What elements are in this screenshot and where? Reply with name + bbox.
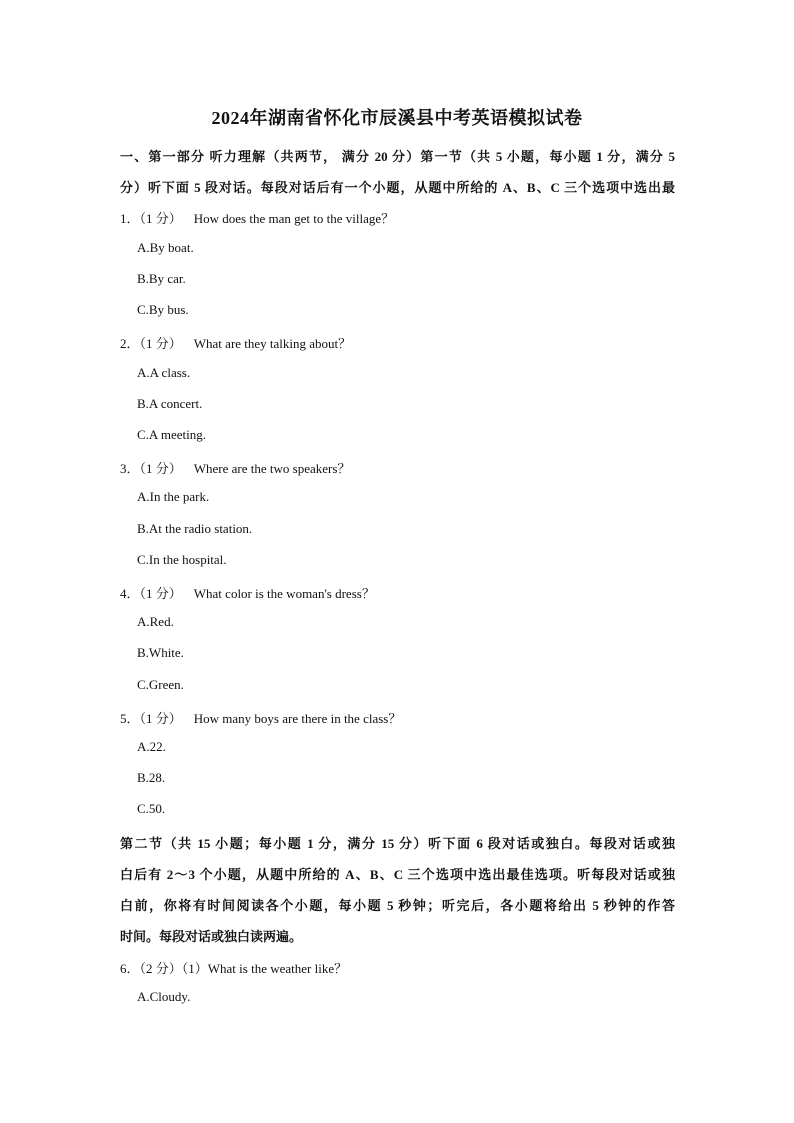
question-2-option-b: B.A concert. [137,396,203,411]
section2-instructions-line3: 白前，你将有时间阅读各个小题，每小题 5 秒钟；听完后，各小题将给出 5 秒钟的作答 [120,898,675,913]
question-5-option-b: B.28. [137,770,166,785]
question-text: Where are the two speakers？ [193,461,351,476]
question-4-option-a: A.Red. [137,614,174,629]
section2-instructions-line2: 白后有 2～3 个小题，从题中所给的 A、B、C 三个选项中选出最佳选项。听每段对话或独 [120,867,675,882]
question-number: 5．（1 分） [120,711,182,726]
question-5 [120,708,401,727]
question-text: How does the man get to the village？ [193,211,395,226]
question-2-option-a: A.A class. [137,365,191,380]
question-6-option-a: A.Cloudy. [137,989,191,1004]
question-text: What color is the woman's dress？ [193,586,375,601]
question-6 [120,958,347,977]
question-3 [120,458,350,477]
question-1-option-b: B.By car. [137,271,186,286]
question-number: 3．（1 分） [120,461,182,476]
section2-instructions-line1: 第二节（共 15 小题；每小题 1 分，满分 15 分）听下面 6 段对话或独白。每段对话或独 [120,836,675,851]
question-1-option-c: C.By bus. [137,302,189,317]
page-title: 2024年湖南省怀化市辰溪县中考英语模拟试卷 [211,108,583,128]
question-2-option-c: C.A meeting. [137,427,206,442]
question-1-option-a: A.By boat. [137,240,194,255]
question-number: 6．（2 分）（1） [120,961,208,976]
question-3-option-a: A.In the park. [137,489,210,504]
question-number: 1．（1 分） [120,211,182,226]
section1-instructions-line1: 一、第一部分 听力理解（共两节， 满分 20 分）第一节（共 5 小题，每小题 1 分，满分 5 [120,149,675,164]
question-text: What are they talking about？ [193,336,352,351]
section2-instructions-line4: 时间。每段对话或独白读两遍。 [120,929,303,944]
question-5-option-a: A.22. [137,739,166,754]
question-4-option-b: B.White. [137,645,184,660]
question-number: 2．（1 分） [120,336,182,351]
question-4-option-c: C.Green. [137,677,184,692]
question-3-option-c: C.In the hospital. [137,552,227,567]
question-text: What is the weather like？ [207,961,348,976]
question-number: 4．（1 分） [120,586,182,601]
question-3-option-b: B.At the radio station. [137,521,253,536]
question-2 [120,333,351,352]
section1-instructions-line2: 分）听下面 5 段对话。每段对话后有一个小题，从题中所给的 A、B、C 三个选项中选出最 [120,180,675,195]
question-1 [120,208,394,227]
question-text: How many boys are there in the class？ [193,711,402,726]
question-5-option-c: C.50. [137,801,166,816]
question-4 [120,583,375,602]
